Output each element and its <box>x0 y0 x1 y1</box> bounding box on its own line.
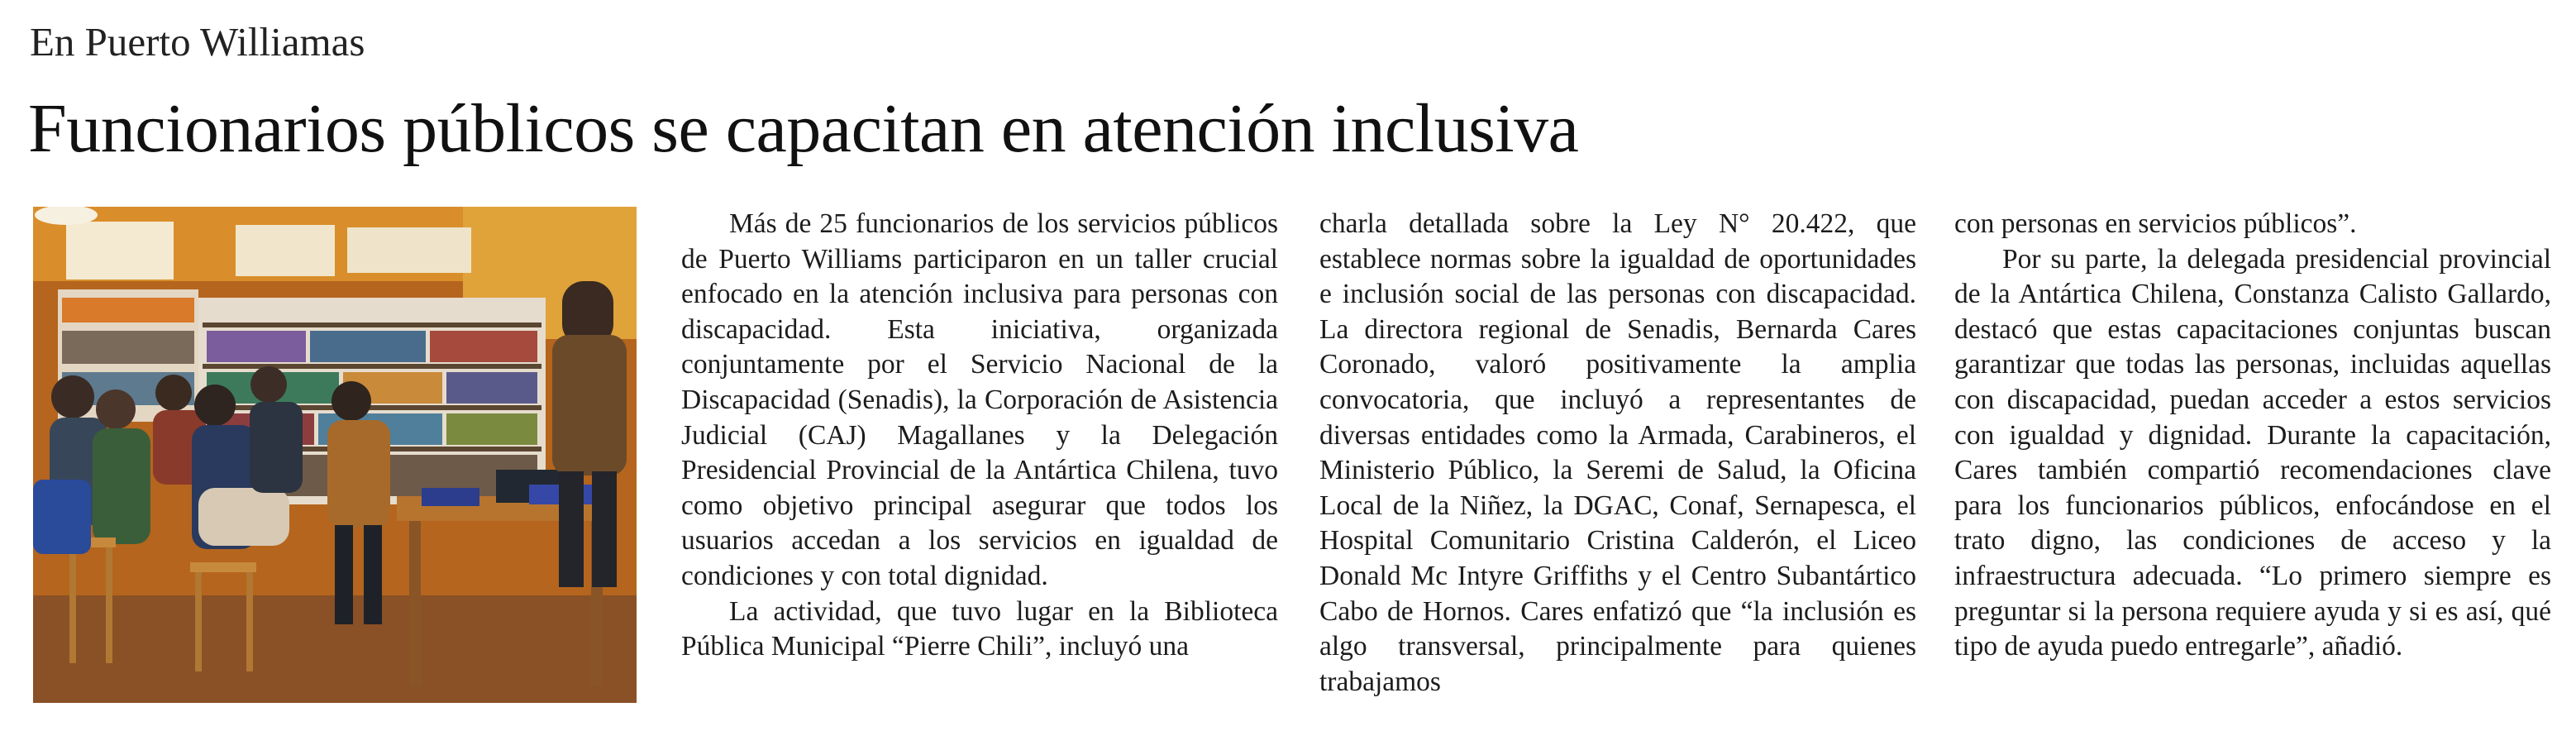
photo-illustration <box>33 207 637 703</box>
article-column-3 <box>1954 207 2551 665</box>
article-paragraph: charla detallada sobre la Ley N° 20.422, que establece normas sobre la igualdad de oportunidades e inclusión social de las personas con discapacidad. La directora regional de Senadis, Bernarda Cares Coronado, valoró positivamente la amplia convocatoria, que incluyó a representantes de diversas entidades como la Armada, Carabineros, el Ministerio Público, la Seremi de Salud, la Oficina Local de la Niñez, la DGAC, Conaf, Sernapesca, el Hospital Comunitario Cristina Calderón, el Liceo Donald Mc Intyre Griffiths y el Centro Subantártico Cabo de Hornos. Cares enfatizó que “la inclusión es algo transversal, principalmente para quienes trabajamos <box>1319 208 1916 697</box>
article-kicker: En Puerto Williamas <box>30 19 365 64</box>
article-paragraph: La actividad, que tuvo lugar en la Biblioteca Pública Municipal “Pierre Chili”, incluyó una <box>681 595 1278 662</box>
article-photo <box>33 207 637 703</box>
article-paragraph: Más de 25 funcionarios de los servicios públicos de Puerto Williams participaron en un taller crucial enfocado en la atención inclusiva para personas con discapacidad. Esta iniciativa, organizada conjuntamente por el Servicio Nacional de la Discapacidad (Senadis), la Corporación de Asistencia Judicial (CAJ) Magallanes y la Delegación Presidencial Provincial de la Antártica Chilena, tuvo como objetivo principal asegurar que todos los usuarios accedan a los servicios en igualdad de condiciones y con total dignidad. <box>681 208 1278 591</box>
article-column-1 <box>681 207 1278 665</box>
article-paragraph: Por su parte, la delegada presidencial provincial de la Antártica Chilena, Constanza Calisto Gallardo, destacó que estas capacitaciones conjuntas buscan garantizar que todas las personas, incluidas aquellas con discapacidad, puedan acceder a estos servicios con igualdad y dignidad. Durante la capacitación, Cares también compartió recomendaciones clave para los funcionarios públicos, enfocándose en el trato digno, las condiciones de acceso y la infraestructura adecuada. “Lo primero siempre es preguntar si la persona requiere ayuda y si es así, qué tipo de ayuda puedo entregarle”, añadió. <box>1954 243 2551 662</box>
article-headline: Funcionarios públicos se capacitan en atención inclusiva <box>28 90 1579 167</box>
article-column-2 <box>1319 207 1916 700</box>
article-paragraph: con personas en servicios públicos”. <box>1954 208 2357 239</box>
